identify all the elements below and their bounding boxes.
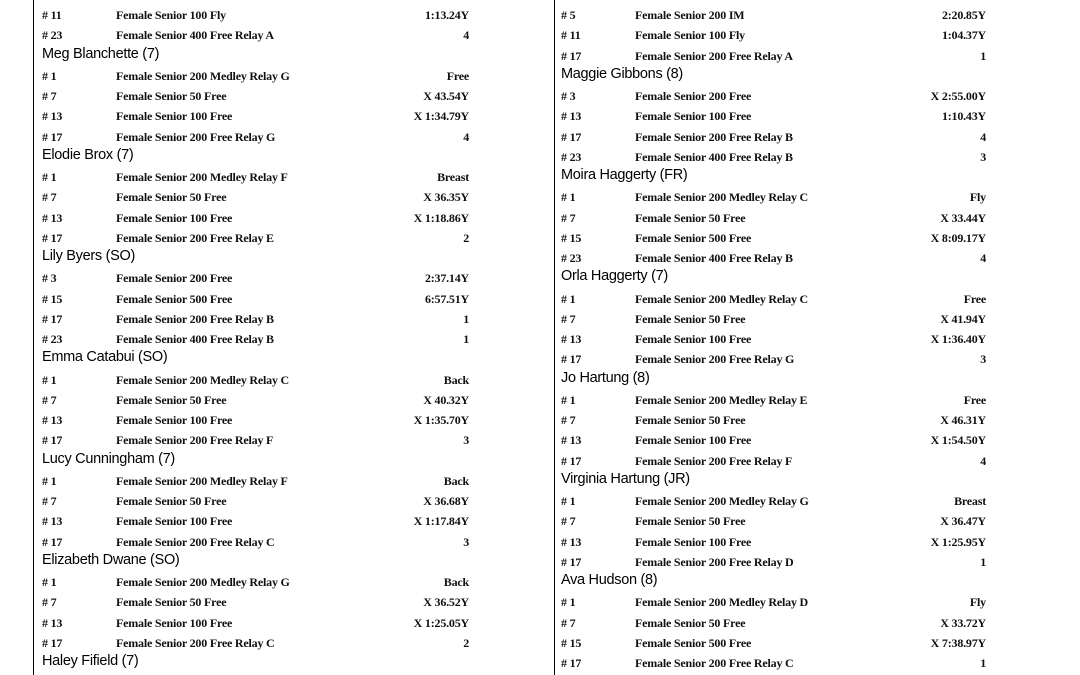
event-number: # 13 (561, 109, 582, 124)
event-name: Female Senior 50 Free (116, 190, 227, 205)
event-result: 2:37.14Y (424, 271, 469, 286)
event-result: 3 (980, 149, 986, 164)
event-result: X 36.47Y (940, 514, 986, 529)
swimmer-name: Lucy Cunningham (7) (42, 450, 175, 467)
event-row (553, 510, 1000, 530)
event-number: # 5 (561, 8, 576, 22)
event-name: Female Senior 400 Free Relay B (116, 332, 274, 346)
event-row (34, 85, 554, 105)
event-row (553, 4, 1000, 24)
event-row (34, 4, 554, 24)
event-result: 4 (463, 129, 469, 144)
swimmer-name: Elodie Brox (7) (42, 146, 134, 163)
event-number: # 7 (42, 392, 57, 407)
event-result: Back (443, 372, 469, 387)
event-result: X 1:25.05Y (413, 615, 469, 630)
event-row (553, 632, 1000, 652)
event-result: 4 (980, 453, 986, 468)
event-name: Female Senior 200 Free Relay G (635, 352, 795, 367)
event-name: Female Senior 400 Free Relay A (116, 28, 274, 43)
event-name: Female Senior 100 Free (116, 615, 233, 630)
event-row (553, 85, 1000, 105)
event-result: X 8:09.17Y (930, 230, 986, 245)
event-result: 1:04.37Y (941, 28, 986, 43)
event-number: # 13 (42, 210, 63, 225)
event-result: 6:57.51Y (424, 291, 469, 306)
event-number: # 17 (42, 433, 63, 448)
event-number: # 1 (42, 473, 57, 488)
event-row (34, 328, 554, 348)
event-number: # 17 (42, 230, 63, 245)
event-name: Female Senior 50 Free (116, 595, 227, 610)
event-name: Female Senior 100 Fly (116, 8, 226, 22)
event-name: Female Senior 100 Free (635, 332, 752, 346)
event-result: X 2:55.00Y (930, 89, 986, 103)
event-result: 4 (980, 251, 986, 265)
event-row (34, 267, 554, 287)
swimmer-row (34, 551, 554, 571)
event-result: X 33.44Y (940, 210, 986, 225)
event-result: Back (443, 473, 469, 488)
event-number: # 23 (561, 251, 582, 265)
event-result: X 46.31Y (940, 413, 986, 427)
event-result: X 7:38.97Y (930, 635, 986, 650)
event-row (34, 186, 554, 206)
event-row (553, 490, 1000, 510)
event-name: Female Senior 500 Free (635, 230, 752, 245)
event-number: # 7 (42, 595, 57, 610)
event-row (34, 65, 554, 85)
event-result: 4 (463, 28, 469, 43)
event-number: # 17 (561, 48, 582, 63)
event-number: # 23 (42, 28, 63, 43)
swimmer-name: Emma Catabui (SO) (42, 349, 168, 366)
swimmer-row (553, 267, 1000, 287)
event-number: # 23 (42, 332, 63, 346)
event-name: Female Senior 200 Free Relay E (116, 230, 274, 245)
event-result: Breast (954, 494, 986, 508)
event-number: # 17 (561, 352, 582, 367)
event-number: # 3 (561, 89, 576, 103)
event-name: Female Senior 400 Free Relay B (635, 251, 793, 265)
event-result: X 36.68Y (423, 494, 469, 508)
event-number: # 1 (42, 68, 57, 83)
swimmer-row (34, 652, 554, 672)
swimmer-row (553, 571, 1000, 591)
event-number: # 11 (42, 8, 62, 22)
event-row (553, 612, 1000, 632)
event-row (553, 328, 1000, 348)
event-row (34, 490, 554, 510)
event-name: Female Senior 200 Free Relay C (116, 635, 275, 650)
event-name: Female Senior 500 Free (116, 291, 233, 306)
event-row (34, 227, 554, 247)
event-row (34, 470, 554, 490)
event-name: Female Senior 200 Medley Relay F (116, 170, 288, 184)
swimmer-row (34, 146, 554, 166)
event-number: # 15 (561, 635, 582, 650)
event-row (553, 450, 1000, 470)
swimmer-row (553, 470, 1000, 490)
event-result: Free (963, 392, 986, 407)
event-name: Female Senior 50 Free (635, 615, 746, 630)
swimmer-row (553, 369, 1000, 389)
event-result: 1 (980, 48, 986, 63)
event-name: Female Senior 100 Free (635, 433, 752, 448)
event-name: Female Senior 100 Free (116, 210, 233, 225)
event-number: # 11 (561, 28, 581, 43)
event-row (34, 105, 554, 125)
event-result: 1 (980, 656, 986, 670)
event-number: # 1 (561, 291, 576, 306)
event-number: # 15 (42, 291, 63, 306)
event-name: Female Senior 200 Medley Relay G (116, 575, 290, 589)
event-row (553, 551, 1000, 571)
event-row (34, 591, 554, 611)
event-number: # 3 (42, 271, 57, 286)
event-name: Female Senior 50 Free (635, 210, 746, 225)
event-result: 1 (980, 554, 986, 569)
event-row (34, 409, 554, 429)
event-row (553, 105, 1000, 125)
event-row (553, 24, 1000, 44)
event-result: X 1:54.50Y (930, 433, 986, 448)
event-name: Female Senior 50 Free (116, 392, 227, 407)
event-result: X 1:34.79Y (413, 109, 469, 124)
event-row (553, 247, 1000, 267)
event-name: Female Senior 400 Free Relay B (635, 149, 793, 164)
event-result: Free (963, 291, 986, 306)
event-row (34, 429, 554, 449)
event-number: # 1 (561, 190, 576, 205)
event-result: 1:13.24Y (424, 8, 469, 22)
swimmer-name: Meg Blanchette (7) (42, 45, 160, 62)
event-result: X 1:36.40Y (930, 332, 986, 346)
event-number: # 7 (561, 210, 576, 225)
event-number: # 1 (561, 595, 576, 610)
event-row (34, 308, 554, 328)
event-number: # 1 (42, 170, 57, 184)
swimmer-name: Orla Haggerty (7) (561, 268, 668, 285)
event-name: Female Senior 200 Medley Relay C (635, 190, 809, 205)
event-row (553, 186, 1000, 206)
swimmer-row (34, 45, 554, 65)
event-name: Female Senior 200 Free Relay G (116, 129, 276, 144)
event-number: # 1 (42, 372, 57, 387)
event-row (553, 409, 1000, 429)
event-result: X 43.54Y (423, 89, 469, 103)
event-result: Back (443, 575, 469, 589)
event-name: Female Senior 200 Free Relay D (635, 554, 794, 569)
event-number: # 13 (561, 332, 582, 346)
event-result: X 36.35Y (423, 190, 469, 205)
event-name: Female Senior 200 Free (116, 271, 233, 286)
event-number: # 17 (561, 656, 582, 670)
event-name: Female Senior 200 Free Relay C (116, 534, 275, 549)
event-name: Female Senior 200 IM (635, 8, 745, 22)
event-row (553, 652, 1000, 672)
event-row (553, 126, 1000, 146)
event-name: Female Senior 100 Free (635, 534, 752, 549)
event-row (553, 429, 1000, 449)
event-name: Female Senior 50 Free (635, 514, 746, 529)
event-row (34, 207, 554, 227)
event-row (553, 45, 1000, 65)
event-number: # 7 (561, 514, 576, 529)
event-name: Female Senior 50 Free (116, 494, 227, 508)
event-number: # 1 (42, 575, 57, 589)
event-name: Female Senior 200 Medley Relay F (116, 473, 288, 488)
event-number: # 13 (561, 433, 582, 448)
event-result: X 33.72Y (940, 615, 986, 630)
event-number: # 17 (42, 129, 63, 144)
event-row (553, 288, 1000, 308)
swimmer-name: Jo Hartung (8) (561, 369, 650, 386)
event-result: 4 (980, 129, 986, 144)
event-number: # 7 (561, 413, 576, 427)
event-name: Female Senior 200 Medley Relay G (116, 68, 290, 83)
event-name: Female Senior 200 Free Relay A (635, 48, 793, 63)
event-row (34, 24, 554, 44)
swimmer-row (553, 65, 1000, 85)
event-number: # 13 (42, 413, 63, 427)
event-row (553, 531, 1000, 551)
event-name: Female Senior 100 Free (116, 413, 233, 427)
event-number: # 23 (561, 149, 582, 164)
event-number: # 7 (42, 89, 57, 103)
event-number: # 17 (561, 554, 582, 569)
event-number: # 13 (561, 534, 582, 549)
event-name: Female Senior 200 Medley Relay G (635, 494, 809, 508)
event-row (34, 166, 554, 186)
event-number: # 17 (561, 129, 582, 144)
event-result: 1:10.43Y (941, 109, 986, 124)
event-number: # 13 (42, 514, 63, 529)
swimmer-name: Lily Byers (SO) (42, 248, 135, 264)
event-result: X 1:17.84Y (413, 514, 469, 529)
event-number: # 1 (561, 392, 576, 407)
swimmer-name: Moira Haggerty (FR) (561, 167, 688, 183)
event-result: Fly (969, 190, 986, 205)
event-number: # 7 (561, 615, 576, 630)
event-row (553, 146, 1000, 166)
event-name: Female Senior 200 Medley Relay D (635, 595, 809, 610)
event-number: # 13 (42, 109, 63, 124)
event-number: # 17 (42, 534, 63, 549)
event-row (34, 126, 554, 146)
swimmer-name: Elizabeth Dwane (SO) (42, 551, 180, 568)
event-result: X 1:35.70Y (413, 413, 469, 427)
event-row (34, 288, 554, 308)
event-name: Female Senior 200 Free Relay B (116, 311, 274, 326)
event-row (553, 348, 1000, 368)
swimmer-name: Ava Hudson (8) (561, 572, 658, 588)
event-name: Female Senior 100 Free (116, 109, 233, 124)
event-result: Free (446, 68, 469, 83)
event-name: Female Senior 100 Free (116, 514, 233, 529)
event-result: X 40.32Y (423, 392, 469, 407)
event-result: X 41.94Y (940, 311, 986, 326)
event-result: 1 (463, 311, 469, 326)
event-result: 2:20.85Y (941, 8, 986, 22)
event-row (34, 369, 554, 389)
event-row (34, 510, 554, 530)
event-result: Fly (969, 595, 986, 610)
event-name: Female Senior 200 Free (635, 89, 752, 103)
swimmer-row (34, 450, 554, 470)
left-results-column (33, 0, 555, 675)
event-name: Female Senior 50 Free (116, 89, 227, 103)
event-number: # 7 (42, 190, 57, 205)
event-row (34, 389, 554, 409)
event-result: X 36.52Y (423, 595, 469, 610)
event-name: Female Senior 200 Medley Relay C (116, 372, 290, 387)
event-number: # 7 (42, 494, 57, 508)
event-row (553, 207, 1000, 227)
event-name: Female Senior 500 Free (635, 635, 752, 650)
event-result: 3 (463, 534, 469, 549)
event-number: # 15 (561, 230, 582, 245)
event-result: X 1:18.86Y (413, 210, 469, 225)
event-name: Female Senior 50 Free (635, 413, 746, 427)
swimmer-row (34, 348, 554, 368)
event-name: Female Senior 200 Free Relay F (116, 433, 274, 448)
event-result: 2 (463, 230, 469, 245)
event-result: 3 (980, 352, 986, 367)
event-row (34, 632, 554, 652)
event-row (553, 227, 1000, 247)
swimmer-name: Haley Fifield (7) (42, 653, 139, 669)
event-row (34, 531, 554, 551)
event-result: 2 (463, 635, 469, 650)
event-name: Female Senior 200 Free Relay F (635, 453, 793, 468)
event-number: # 13 (42, 615, 63, 630)
swimmer-row (34, 247, 554, 267)
event-name: Female Senior 100 Free (635, 109, 752, 124)
event-name: Female Senior 100 Fly (635, 28, 745, 43)
event-name: Female Senior 200 Medley Relay C (635, 291, 809, 306)
event-name: Female Senior 50 Free (635, 311, 746, 326)
event-result: X 1:25.95Y (930, 534, 986, 549)
event-number: # 17 (42, 635, 63, 650)
swimmer-name: Maggie Gibbons (8) (561, 65, 683, 82)
event-number: # 17 (42, 311, 63, 326)
event-result: 3 (463, 433, 469, 448)
event-name: Female Senior 200 Medley Relay E (635, 392, 808, 407)
event-result: 1 (463, 332, 469, 346)
event-name: Female Senior 200 Free Relay B (635, 129, 793, 144)
event-result: Breast (437, 170, 469, 184)
event-row (553, 389, 1000, 409)
event-number: # 1 (561, 494, 576, 508)
event-row (34, 571, 554, 591)
event-number: # 17 (561, 453, 582, 468)
swimmer-name: Virginia Hartung (JR) (561, 470, 690, 487)
event-name: Female Senior 200 Free Relay C (635, 656, 794, 670)
event-row (34, 612, 554, 632)
right-results-column (553, 0, 1000, 675)
event-row (553, 591, 1000, 611)
event-row (553, 308, 1000, 328)
event-number: # 7 (561, 311, 576, 326)
swimmer-row (553, 166, 1000, 186)
